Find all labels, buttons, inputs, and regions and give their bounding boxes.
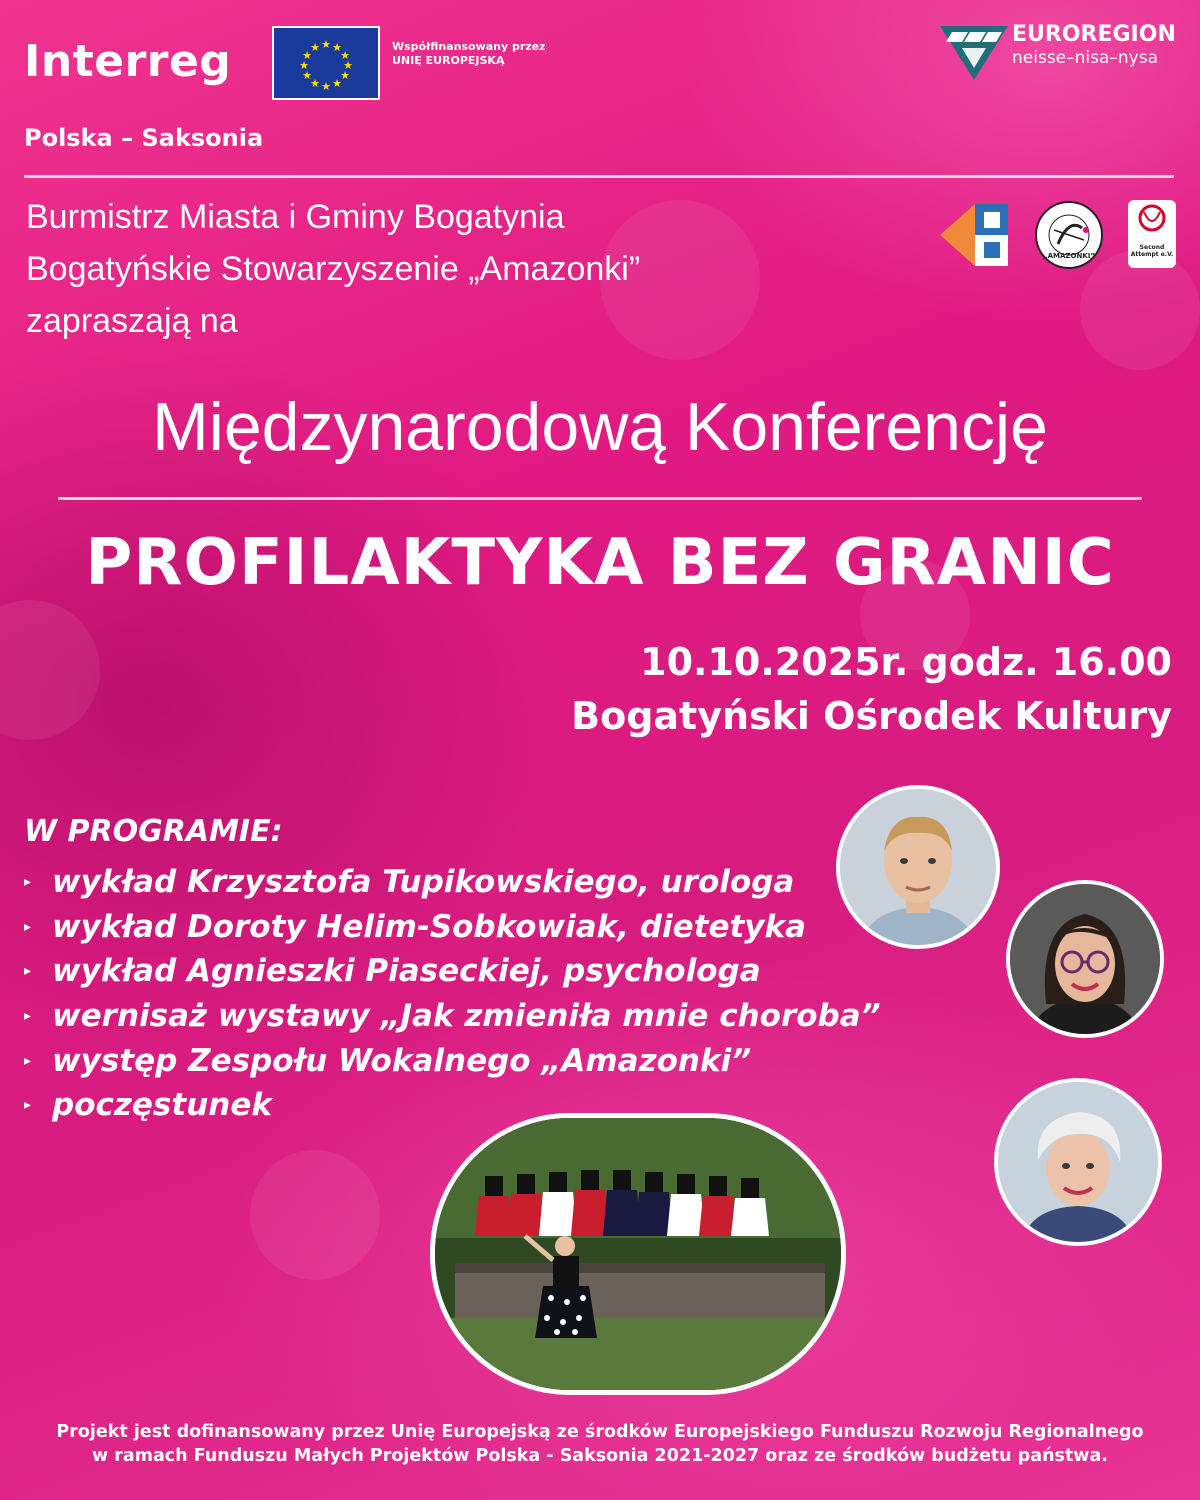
program-item xyxy=(24,1038,881,1083)
speaker-photo-dietitian xyxy=(1006,880,1164,1038)
program-item-text: poczęstunek xyxy=(52,1087,272,1124)
second-attempt-text: Second Attempt e.V. xyxy=(1130,244,1174,258)
event-title: Międzynarodową Konferencję xyxy=(152,389,1048,465)
event-datetime: 10.10.2025r. godz. 16.00 xyxy=(640,640,1172,684)
program-item xyxy=(24,994,881,1039)
program-item-text: wykład Agnieszki Piaseckiej, psychologa xyxy=(52,953,761,990)
program-item xyxy=(24,905,881,950)
organizer-line: Bogatyńskie Stowarzyszenie „Amazonki” xyxy=(26,250,641,288)
svg-text:★: ★ xyxy=(321,80,331,93)
program-heading: W PROGRAMIE: xyxy=(24,814,283,849)
svg-text:★: ★ xyxy=(332,41,342,54)
bullet-icon: ▸ xyxy=(24,1008,32,1025)
bullet-icon: ▸ xyxy=(24,918,32,935)
eu-cofunding-line1: Współfinansowany przez xyxy=(392,40,546,53)
svg-text:★: ★ xyxy=(299,59,309,72)
program-item-text: wykład Krzysztofa Tupikowskiego, urologa xyxy=(52,864,795,901)
svg-text:★: ★ xyxy=(302,49,312,62)
bokeh-decoration xyxy=(0,600,100,740)
svg-text:★: ★ xyxy=(310,41,320,54)
bullet-icon: ▸ xyxy=(24,963,32,980)
program-list xyxy=(24,860,881,1128)
speaker-photo-urologist xyxy=(836,785,1000,949)
euroregion-logo-icon xyxy=(940,24,1008,82)
funding-note-line2: w ramach Funduszu Małych Projektów Polska - Saksonia 2021-2027 oraz ze środków budżetu państwa. xyxy=(92,1446,1108,1466)
bullet-icon: ▸ xyxy=(24,874,32,891)
interreg-logo: Interreg xyxy=(24,36,232,87)
program-item-text: wykład Doroty Helim-Sobkowiak, dietetyka xyxy=(52,908,807,945)
divider xyxy=(24,175,1174,178)
event-venue: Bogatyński Ośrodek Kultury xyxy=(571,694,1172,738)
bogatynia-crest-icon xyxy=(940,200,1010,270)
eu-cofunding-line2: UNIĘ EUROPEJSKĄ xyxy=(392,54,505,67)
divider xyxy=(58,497,1142,500)
event-subtitle: PROFILAKTYKA BEZ GRANIC xyxy=(85,526,1115,600)
speaker-photo-psychologist xyxy=(994,1078,1162,1246)
funding-note xyxy=(0,1420,1200,1468)
bokeh-decoration xyxy=(250,1150,380,1280)
program-region: Polska – Saksonia xyxy=(24,124,264,152)
svg-text:★: ★ xyxy=(302,69,312,82)
invitation-text: zapraszają na xyxy=(26,302,238,340)
bullet-icon: ▸ xyxy=(24,1097,32,1114)
program-item xyxy=(24,949,881,994)
svg-text:★: ★ xyxy=(332,77,342,90)
program-item-text: wernisaż wystawy „Jak zmieniła mnie choroba” xyxy=(52,998,881,1035)
svg-text:★: ★ xyxy=(340,69,350,82)
svg-text:★: ★ xyxy=(321,38,331,51)
bullet-icon: ▸ xyxy=(24,1052,32,1069)
eu-cofunding-text xyxy=(392,40,546,68)
program-item xyxy=(24,860,881,905)
organizer-line: Burmistrz Miasta i Gminy Bogatynia xyxy=(26,198,565,236)
euroregion-title: EUROREGION xyxy=(1012,22,1176,47)
svg-text:★: ★ xyxy=(343,59,353,72)
program-item-text: występ Zespołu Wokalnego „Amazonki” xyxy=(52,1042,752,1079)
svg-text:★: ★ xyxy=(340,49,350,62)
choir-performance-photo xyxy=(430,1113,846,1395)
second-attempt-logo xyxy=(1128,200,1176,268)
amazonki-logo-name: „AMAZONKI” xyxy=(1043,252,1095,260)
svg-text:★: ★ xyxy=(310,77,320,90)
euroregion-subtitle: neisse–nisa–nysa xyxy=(1012,48,1159,68)
funding-note-line1: Projekt jest dofinansowany przez Unię Europejską ze środków Europejskiego Funduszu Rozwoju Regionalnego xyxy=(56,1422,1144,1442)
eu-flag-icon xyxy=(272,26,380,100)
amazonki-logo xyxy=(1034,200,1104,270)
